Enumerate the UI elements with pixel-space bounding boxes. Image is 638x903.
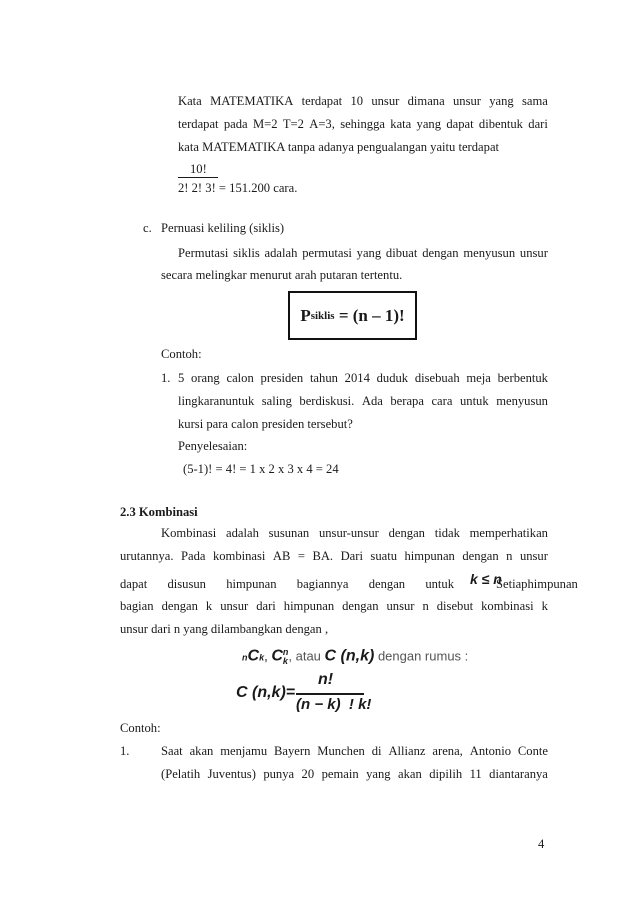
- word: di: [371, 744, 382, 758]
- section-c-label: c.: [143, 221, 152, 235]
- word: unsur: [220, 599, 249, 613]
- word: akan: [189, 744, 214, 758]
- word: disebut: [436, 599, 474, 613]
- formula-box: [288, 291, 417, 340]
- word: menjamu: [220, 744, 268, 758]
- word: yang: [489, 94, 514, 108]
- word: berapa: [390, 394, 424, 408]
- word: 5: [178, 371, 185, 385]
- word: dapat: [120, 577, 148, 591]
- word: adalah: [264, 246, 298, 260]
- formula-denominator: (n − k) ! k!: [296, 696, 372, 713]
- word: calon: [226, 371, 254, 385]
- example1-line3: kursi para calon presiden tersebut?: [178, 417, 353, 431]
- word: dengan: [342, 599, 379, 613]
- word: Allianz: [388, 744, 426, 758]
- word: adalah: [226, 526, 259, 540]
- formula-p: P: [300, 305, 311, 325]
- notation-c1: C: [247, 647, 260, 665]
- word: disusun: [167, 577, 206, 591]
- kombinasi-line3-right: [496, 577, 578, 591]
- kombinasi-line2: [120, 550, 548, 563]
- word: dipilih: [429, 767, 463, 781]
- word: himpunan: [404, 549, 455, 563]
- word: meja: [466, 371, 491, 385]
- word: Bayern: [274, 744, 311, 758]
- word: siklis: [233, 246, 260, 260]
- solution-line: (5-1)! = 4! = 1 x 2 x 3 x 4 = 24: [183, 462, 339, 476]
- kombinasi-line5: unsur dari n yang dilambangkan dengan ,: [120, 622, 329, 636]
- word: susunan: [268, 526, 310, 540]
- word: akan: [398, 767, 422, 781]
- word: diantaranya: [489, 767, 548, 781]
- word: menyusun: [463, 246, 516, 260]
- word: (Pelatih: [161, 767, 201, 781]
- word: M=2: [252, 117, 278, 131]
- word: kata: [390, 117, 412, 131]
- word: sama: [522, 94, 548, 108]
- word: dari: [528, 117, 548, 131]
- word: himpunan: [226, 577, 277, 591]
- word: tahun: [309, 371, 338, 385]
- word: dapat: [446, 117, 474, 131]
- word: Permutasi: [178, 246, 229, 260]
- para1-line2: [178, 118, 548, 131]
- word: k: [205, 599, 213, 613]
- word: bagian: [120, 599, 154, 613]
- word: kombinasi: [481, 599, 534, 613]
- word: BA.: [312, 549, 334, 563]
- word: Kombinasi: [161, 526, 217, 540]
- word: dengan: [462, 549, 499, 563]
- word: yang: [356, 246, 382, 260]
- word: disebuah: [414, 371, 460, 385]
- word: unsur: [386, 599, 415, 613]
- word: Pada: [180, 549, 206, 563]
- word: Juventus): [207, 767, 256, 781]
- fraction-bar: [178, 177, 218, 178]
- formula-sub: siklis: [310, 309, 335, 322]
- word: n: [422, 599, 429, 613]
- word: Setiap: [496, 577, 528, 591]
- word: unsur: [519, 549, 548, 563]
- notation-cnk: C (n,k): [324, 647, 375, 665]
- word: orang: [191, 371, 220, 385]
- word: punya: [263, 767, 295, 781]
- section-c-line2: secara melingkar menurut arah putaran tertentu.: [161, 268, 403, 282]
- kombinasi-line4: [120, 600, 548, 613]
- example1-number: 1.: [161, 371, 171, 385]
- word: unsur: [519, 246, 548, 260]
- word: yang: [416, 117, 442, 131]
- word: MATEMATIKA: [210, 94, 294, 108]
- word: 2014: [344, 371, 370, 385]
- word: dimana: [407, 94, 445, 108]
- word: presiden: [260, 371, 304, 385]
- word: Saat: [161, 744, 183, 758]
- formula-rest: = (n – 1)!: [334, 305, 405, 325]
- word: dengan: [368, 577, 406, 591]
- notation-line: nCk, C n k , atau C (n,k) dengan rumus :: [242, 647, 469, 666]
- word: dari: [256, 599, 276, 613]
- word: =: [297, 549, 305, 563]
- word: dengan: [422, 246, 459, 260]
- word: pada: [223, 117, 248, 131]
- word: unsur-unsur: [318, 526, 379, 540]
- formula-numerator: n!: [318, 671, 334, 688]
- word: 11: [469, 767, 482, 781]
- word: unsur: [452, 94, 481, 108]
- word: dengan: [388, 526, 425, 540]
- word: T=2: [282, 117, 304, 131]
- word: permutasi: [302, 246, 352, 260]
- word: kombinasi: [212, 549, 266, 563]
- word: himpunan: [283, 599, 335, 613]
- word: dibentuk: [478, 117, 523, 131]
- k-leq-n-expression: k ≤ n: [470, 571, 502, 587]
- word: Ada: [361, 394, 383, 408]
- word: tidak: [434, 526, 460, 540]
- word: A=3,: [309, 117, 335, 131]
- word: sehingga: [340, 117, 385, 131]
- word: terdapat: [301, 94, 343, 108]
- word: bagiannya: [296, 577, 349, 591]
- word: duduk: [376, 371, 409, 385]
- example2-line2: [161, 768, 548, 781]
- word: Munchen: [317, 744, 365, 758]
- word: unsur: [371, 94, 400, 108]
- fraction-denominator: 2! 2! 3! = 151.200 cara.: [178, 181, 298, 195]
- contoh-label-1: Contoh:: [161, 347, 202, 361]
- word: yang: [366, 767, 391, 781]
- word: menyusun: [496, 394, 548, 408]
- word: Dari: [340, 549, 363, 563]
- word: 10: [350, 94, 364, 108]
- section-c-line1: [178, 247, 548, 260]
- word: terdapat: [178, 117, 219, 131]
- para1-line3: kata MATEMATIKA tanpa adanya pengualangan yaitu terdapat: [178, 140, 500, 154]
- word: berbentuk: [497, 371, 548, 385]
- contoh-label-2: Contoh:: [120, 721, 161, 735]
- section-2-3-heading: 2.3 Kombinasi: [120, 505, 198, 519]
- word: memperhatikan: [469, 526, 548, 540]
- word: berdiskusi.: [299, 394, 355, 408]
- word: Antonio: [469, 744, 511, 758]
- word: arena,: [432, 744, 463, 758]
- word: Kata: [178, 94, 202, 108]
- word: pemain: [321, 767, 359, 781]
- word: untuk: [425, 577, 454, 591]
- word: k: [541, 599, 548, 613]
- word: 20: [301, 767, 315, 781]
- page-number: 4: [538, 837, 545, 851]
- example1-line2: [178, 395, 548, 408]
- fraction-numerator: 10!: [190, 162, 207, 176]
- word: urutannya.: [120, 549, 174, 563]
- notation-c2: C: [271, 647, 283, 665]
- kombinasi-line1: [161, 527, 548, 540]
- word: himpunan: [527, 577, 578, 591]
- word: dibuat: [385, 246, 418, 260]
- example2-line1: [161, 745, 548, 758]
- word: AB: [272, 549, 291, 563]
- word: lingkaranuntuk: [178, 394, 255, 408]
- penyelesaian-label: Penyelesaian:: [178, 439, 248, 453]
- formula-fraction-bar: [296, 693, 364, 695]
- formula-lhs: C (n,k)=: [236, 684, 296, 701]
- word: saling: [261, 394, 292, 408]
- kombinasi-line3-left: [120, 578, 454, 591]
- word: dengan: [161, 599, 198, 613]
- word: untuk: [459, 394, 489, 408]
- word: suatu: [370, 549, 398, 563]
- word: n: [506, 549, 513, 563]
- para1-line1: [178, 95, 548, 108]
- section-c-heading: Pernuasi keliling (siklis): [161, 221, 285, 235]
- example1-line1: [178, 372, 548, 385]
- example2-number: 1.: [120, 744, 130, 758]
- notation-dengan-rumus: dengan rumus :: [377, 648, 469, 664]
- word: cara: [431, 394, 453, 408]
- word: Conte: [517, 744, 548, 758]
- notation-atau: , atau: [288, 648, 321, 664]
